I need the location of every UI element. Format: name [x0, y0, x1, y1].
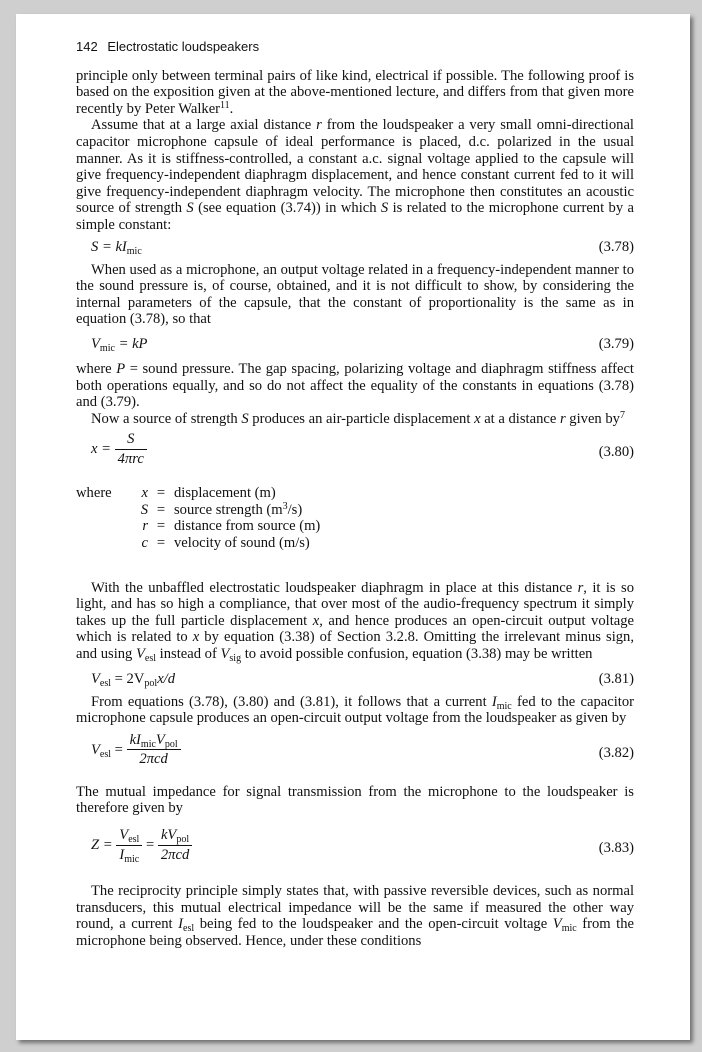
equation-3-80: x = $\frac{S}{\text{4πrc}}$ (3.80): [91, 431, 634, 467]
equation-3-81: $V_{esl} = 2V_{pol}x/d$ (3.81): [91, 670, 634, 689]
page-number: 142: [76, 39, 98, 54]
paragraph-4: where P = sound pressure. The gap spacing, polarizing voltage and diaphragm stiffness affect both operations equally, and so do not affect the equality of the constants in equations (3.78) and (3.79).: [76, 360, 634, 411]
equation-number: (3.82): [598, 744, 634, 761]
equation-3-83: Z = $\frac{V_{esl}}{I_{mic}}$ = $\frac{kV_{pol}}{\text{2πcd}}$ (3.83): [91, 827, 634, 865]
equation-number: (3.83): [598, 840, 634, 856]
running-title: Electrostatic loudspeakers: [107, 39, 260, 54]
paragraph-7: From equations (3.78), (3.80) and (3.81), it follows that a current $I_{mic}$ fed to the capacitor microphone capsule produces an open-circuit output voltage from the loudspeaker as given by: [76, 693, 634, 727]
equation-3-78: $S = kI_{mic}$ (3.78): [91, 238, 634, 257]
paragraph-1: principle only between terminal pairs of like kind, electrical if possible. The following proof is based on the exposition given at the above-mentioned lecture, and differs from that given more recently by Peter Walker$^{11}$.: [76, 67, 634, 117]
paragraph-5: Now a source of strength S produces an air-particle displacement x at a distance r given $by^7$: [91, 409, 625, 427]
equation-3-79: $V_{mic}$ = kP (3.79): [91, 335, 634, 354]
where-list: where x = displacement (m) S = source strength $(m^3/s)$ r = distance from source (m) c = velocity of sound (m/s): [76, 485, 321, 552]
paragraph-6: With the unbaffled electrostatic loudspeaker diaphragm in place at this distance r, it is so light, and has so high a compliance, that over most of the audio-frequency spectrum it simply takes up the full particle displacement x, and hence produces an open-circuit output voltage which is related to x by equation (3.38) of Section 3.2.8. Omitting the irrelevant minus sign, and using $V_{esl}$ instead of $V_{sig}$ to avoid possible confusion, equation (3.38) may be written: [76, 579, 634, 665]
paragraph-2: Assume that at a large axial distance r from the loudspeaker a very small omni-directional capacitor microphone capsule of ideal performance is placed, d.c. polarized in the usual manner. As it is stiffness-controlled, a constant a.c. signal voltage applied to the capsule will give frequency-independent diaphragm displacement, and hence constant current fed to it will give frequency-independent diaphragm velocity. The microphone then constitutes an acoustic source of strength S (see equation (3.74)) in which S is related to the microphone current by a simple constant:: [76, 117, 634, 233]
page-content: [76, 39, 634, 949]
equation-3-82: $V_{esl}$ = $\frac{kI_{mic}V_{pol}}{\text{2πcd}}$ (3.82): [91, 731, 634, 768]
paragraph-3: When used as a microphone, an output voltage related in a frequency-independent manner to the sound pressure is, of course, obtained, and it is not difficult to show, by considering the internal parameters of the capsule, that the constant of proportionality is the same as in equation (3.78), so that: [76, 261, 634, 328]
equation-number: (3.81): [598, 670, 634, 687]
paragraph-8: The mutual impedance for signal transmission from the microphone to the loudspeaker is therefore given by: [76, 783, 634, 817]
running-header: [76, 39, 634, 56]
paragraph-9: The reciprocity principle simply states that, with passive reversible devices, such as normal transducers, this mutual electrical impedance will be the same if measured the other way round, a current $I_{esl}$ being fed to the loudspeaker and the open-circuit voltage $V_{mic}$ from the microphone being observed. Hence, under these conditions: [76, 883, 634, 949]
equation-number: (3.78): [598, 238, 634, 255]
equation-number: (3.79): [598, 335, 634, 352]
book-page: [16, 14, 690, 1040]
equation-number: (3.80): [598, 444, 634, 461]
